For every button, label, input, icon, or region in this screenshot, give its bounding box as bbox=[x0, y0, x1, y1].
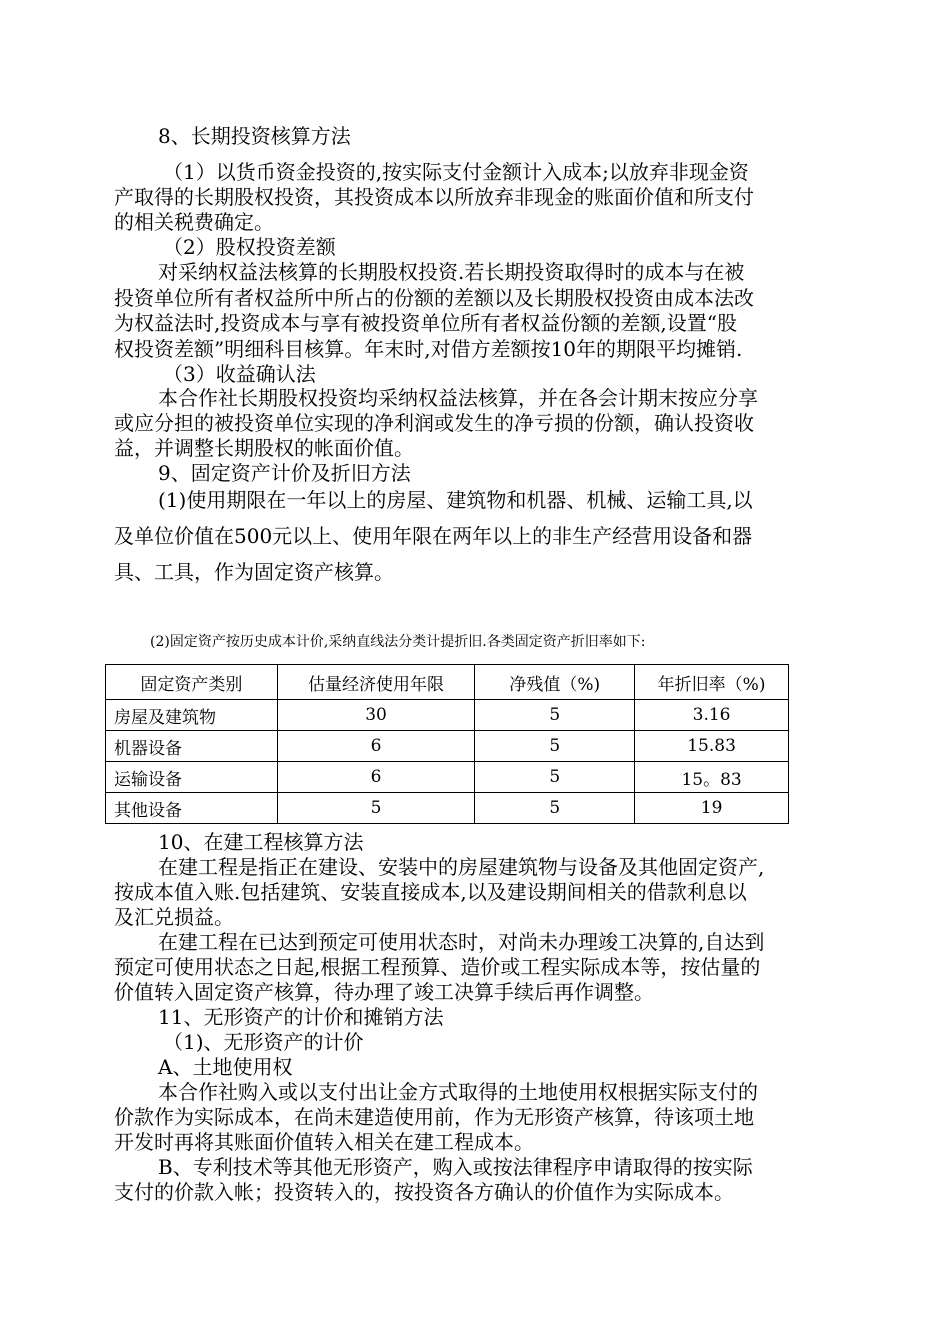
cell-depreciation-rate: 3.16 bbox=[635, 700, 789, 731]
paragraph-line: 具、工具，作为固定资产核算。 bbox=[114, 560, 394, 584]
table-row bbox=[106, 793, 789, 824]
cell-category: 运输设备 bbox=[106, 762, 278, 793]
cell-depreciation-rate: 15.83 bbox=[635, 731, 789, 762]
paragraph-line: （1）以货币资金投资的,按实际支付金额计入成本;以放弃非现金资 bbox=[163, 160, 749, 184]
paragraph-line: 本合作社购入或以支付出让金方式取得的土地使用权根据实际支付的 bbox=[158, 1080, 758, 1104]
table-row bbox=[106, 700, 789, 731]
cell-residual-value: 5 bbox=[475, 700, 635, 731]
paragraph-line: 支付的价款入帐；投资转入的，按投资各方确认的价值作为实际成本。 bbox=[114, 1180, 734, 1204]
subsection-heading: （3）收益确认法 bbox=[163, 362, 316, 386]
paragraph-line: 权投资差额”明细科目核算。年末时,对借方差额按10年的期限平均摊销. bbox=[114, 337, 743, 361]
paragraph-line: 价值转入固定资产核算，待办理了竣工决算手续后再作调整。 bbox=[114, 980, 654, 1004]
paragraph-line: 预定可使用状态之日起,根据工程预算、造价或工程实际成本等，按估量的 bbox=[114, 955, 761, 979]
cell-useful-life: 30 bbox=[277, 700, 475, 731]
table-caption: (2)固定资产按历史成本计价,采纳直线法分类计提折旧.各类固定资产折旧率如下: bbox=[150, 634, 646, 650]
paragraph-line: B、专利技术等其他无形资产，购入或按法律程序申请取得的按实际 bbox=[158, 1155, 753, 1179]
table-row bbox=[106, 762, 789, 793]
paragraph-line: 的相关税费确定。 bbox=[114, 210, 274, 234]
paragraph-line: 价款作为实际成本，在尚未建造使用前，作为无形资产核算，待该项土地 bbox=[114, 1105, 754, 1129]
section-11-heading: 11、无形资产的计价和摊销方法 bbox=[158, 1005, 444, 1029]
paragraph-line: 为权益法时,投资成本与享有被投资单位所有者权益份额的差额,设置“股 bbox=[114, 311, 737, 335]
paragraph-line: 开发时再将其账面价值转入相关在建工程成本。 bbox=[114, 1130, 534, 1154]
cell-residual-value: 5 bbox=[475, 731, 635, 762]
header-residual-value: 净残值（%) bbox=[475, 665, 635, 700]
paragraph-line: 及单位价值在500元以上、使用年限在两年以上的非生产经营用设备和器 bbox=[114, 524, 753, 548]
paragraph-line: 产取得的长期股权投资，其投资成本以所放弃非现金的账面价值和所支付 bbox=[114, 185, 754, 209]
paragraph-line: 在建工程是指正在建设、安装中的房屋建筑物与设备及其他固定资产, bbox=[158, 855, 765, 879]
section-9-heading: 9、固定资产计价及折旧方法 bbox=[158, 461, 411, 485]
cell-category: 房屋及建筑物 bbox=[106, 700, 278, 731]
header-category: 固定资产类别 bbox=[106, 665, 278, 700]
cell-category: 机器设备 bbox=[106, 731, 278, 762]
paragraph-line: 按成本值入账.包括建筑、安装直接成本,以及建设期间相关的借款利息以 bbox=[114, 880, 747, 904]
paragraph-line: 在建工程在已达到预定可使用状态时，对尚未办理竣工决算的,自达到 bbox=[158, 930, 765, 954]
subsection-heading: （2）股权投资差额 bbox=[163, 235, 336, 259]
subsection-heading: （1)、无形资产的计价 bbox=[163, 1030, 364, 1054]
subsection-heading: A、土地使用权 bbox=[158, 1055, 293, 1079]
cell-useful-life: 6 bbox=[277, 731, 475, 762]
paragraph-line: 对采纳权益法核算的长期股权投资.若长期投资取得时的成本与在被 bbox=[158, 260, 745, 284]
paragraph-line: 益，并调整长期股权的帐面价值。 bbox=[114, 436, 414, 460]
cell-category: 其他设备 bbox=[106, 793, 278, 824]
paragraph-line: 及汇兑损益。 bbox=[114, 905, 234, 929]
depreciation-table bbox=[105, 664, 789, 824]
header-depreciation-rate: 年折旧率（%) bbox=[635, 665, 789, 700]
table-header-row bbox=[106, 665, 789, 700]
paragraph-line: 本合作社长期股权投资均采纳权益法核算，并在各会计期末按应分享 bbox=[158, 386, 758, 410]
cell-useful-life: 6 bbox=[277, 762, 475, 793]
cell-residual-value: 5 bbox=[475, 793, 635, 824]
cell-depreciation-rate: 19 bbox=[635, 793, 789, 824]
section-10-heading: 10、在建工程核算方法 bbox=[158, 830, 364, 854]
paragraph-line: (1)使用期限在一年以上的房屋、建筑物和机器、机械、运输工具,以 bbox=[158, 488, 753, 512]
table-row bbox=[106, 731, 789, 762]
cell-residual-value: 5 bbox=[475, 762, 635, 793]
header-useful-life: 估量经济使用年限 bbox=[277, 665, 475, 700]
section-8-heading: 8、长期投资核算方法 bbox=[158, 124, 351, 148]
cell-useful-life: 5 bbox=[277, 793, 475, 824]
paragraph-line: 或应分担的被投资单位实现的净利润或发生的净亏损的份额，确认投资收 bbox=[114, 411, 754, 435]
paragraph-line: 投资单位所有者权益所中所占的份额的差额以及长期股权投资由成本法改 bbox=[114, 286, 754, 310]
cell-depreciation-rate: 15。83 bbox=[635, 762, 789, 793]
